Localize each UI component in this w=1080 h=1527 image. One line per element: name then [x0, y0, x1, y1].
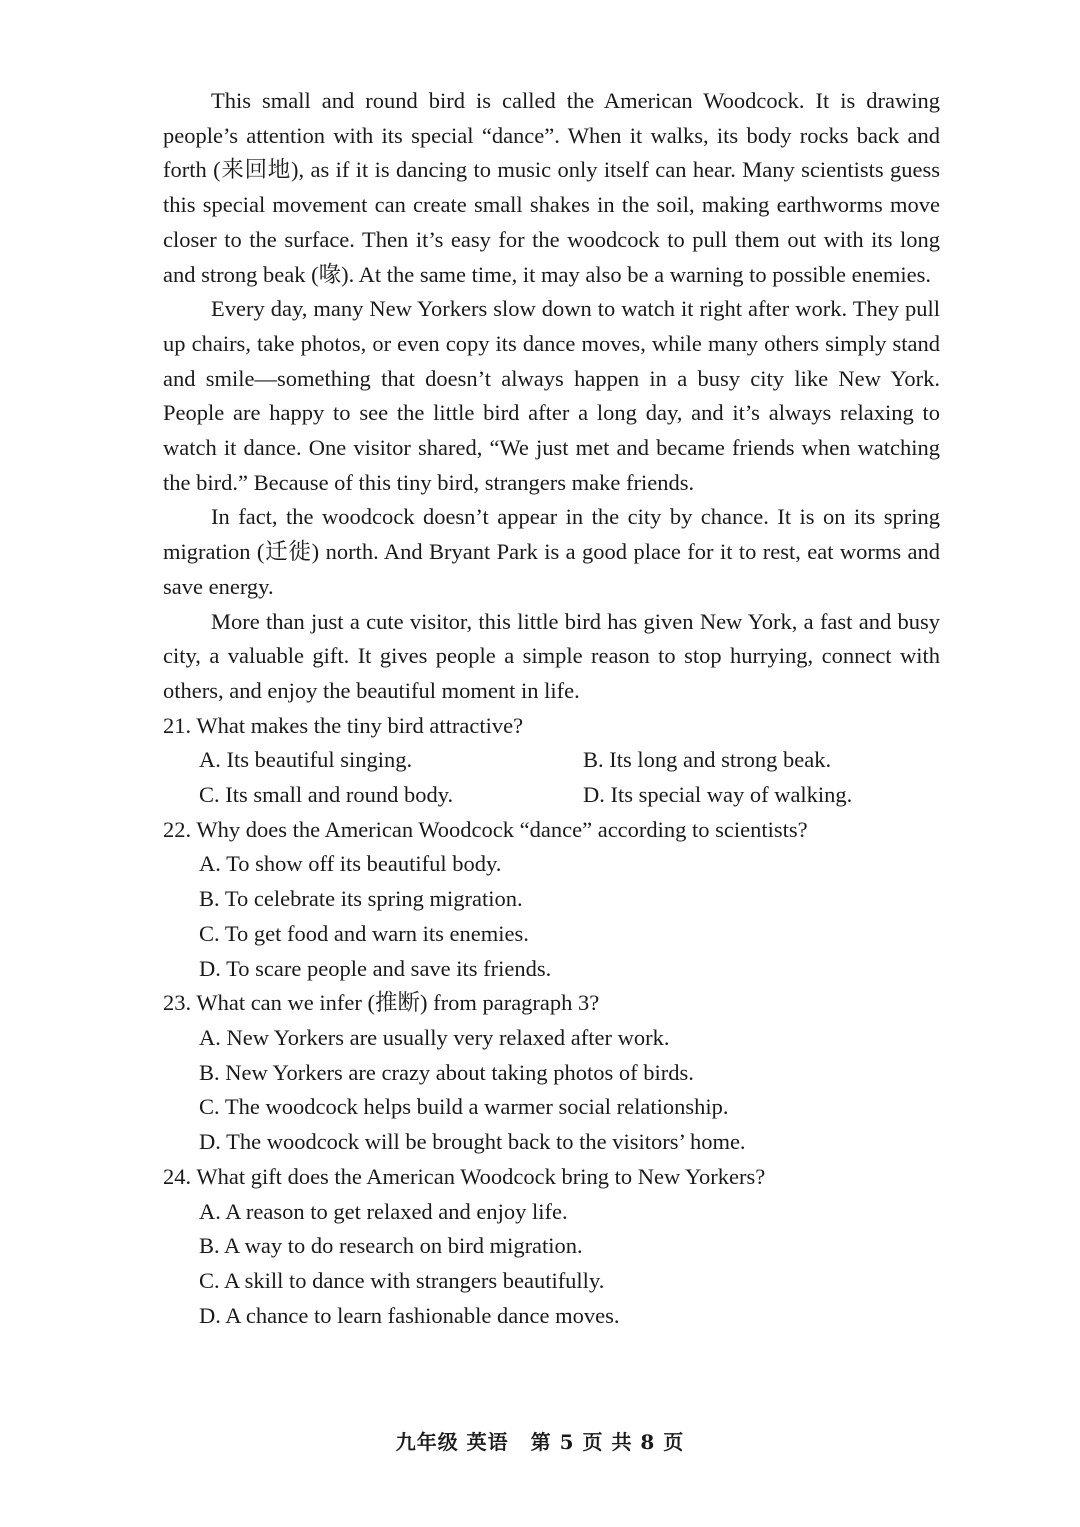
- question-22-stem: 22. Why does the American Woodcock “dance” according to scientists?: [163, 816, 808, 842]
- footer-page-info: 第 5 页 共 8 页: [530, 1430, 685, 1454]
- question-21-options-row-2: [163, 778, 940, 813]
- question-22-option-b: B. To celebrate its spring migration.: [199, 886, 523, 912]
- question-23-option-c: C. The woodcock helps build a warmer social relationship.: [199, 1094, 729, 1120]
- question-21-option-c: C. Its small and round body.: [199, 782, 454, 808]
- question-23: [163, 986, 940, 1160]
- passage-paragraph-3: In fact, the woodcock doesn’t appear in the city by chance. It is on its spring migration (迁徙) north. And Bryant Park is a good place for it to rest, eat worms and save energy.: [163, 504, 940, 599]
- page-footer: [0, 1426, 1080, 1455]
- question-22-option-c: C. To get food and warn its enemies.: [199, 920, 529, 946]
- question-21-option-a: A. Its beautiful singing.: [199, 747, 413, 773]
- question-22-option-a: A. To show off its beautiful body.: [199, 851, 502, 877]
- passage-paragraph-1: This small and round bird is called the American Woodcock. It is drawing people’s attention with its special “dance”. When it walks, its body rocks back and forth (来回地), as if it is dancing to music only itself can hear. Many scientists guess this special movement can create small shakes in the soil, making earthworms move closer to the surface. Then it’s easy for the woodcock to pull them out with its long and strong beak (喙). At the same time, it may also be a warning to possible enemies.: [163, 88, 940, 287]
- question-23-option-b: B. New Yorkers are crazy about taking photos of birds.: [199, 1059, 694, 1085]
- question-21-option-b: B. Its long and strong beak.: [583, 747, 832, 773]
- question-21-stem: 21. What makes the tiny bird attractive?: [163, 712, 524, 738]
- question-23-stem: 23. What can we infer (推断) from paragraph 3?: [163, 990, 600, 1016]
- question-24-option-d: D. A chance to learn fashionable dance moves.: [199, 1302, 620, 1328]
- passage-paragraph-2: Every day, many New Yorkers slow down to watch it right after work. They pull up chairs, take photos, or even copy its dance moves, while many others simply stand and smile—something that doesn’t always happen in a busy city like New York. People are happy to see the little bird after a long day, and it’s always relaxing to watch it dance. One visitor shared, “We just met and became friends when watching the bird.” Because of this tiny bird, strangers make friends.: [163, 296, 940, 495]
- question-24-option-c: C. A skill to dance with strangers beautifully.: [199, 1267, 605, 1293]
- question-24-option-b: B. A way to do research on bird migration.: [199, 1233, 583, 1259]
- question-21: [163, 709, 940, 813]
- question-23-option-a: A. New Yorkers are usually very relaxed after work.: [199, 1024, 670, 1050]
- question-22-option-d: D. To scare people and save its friends.: [199, 955, 552, 981]
- question-24-stem: 24. What gift does the American Woodcock bring to New Yorkers?: [163, 1163, 766, 1189]
- question-24-option-a: A. A reason to get relaxed and enjoy life.: [199, 1198, 568, 1224]
- exam-page: [163, 84, 940, 1333]
- question-22: [163, 813, 940, 987]
- question-21-option-d: D. Its special way of walking.: [583, 782, 853, 808]
- footer-grade-subject: 九年级 英语: [395, 1430, 509, 1454]
- passage-paragraph-4: More than just a cute visitor, this little bird has given New York, a fast and busy city, a valuable gift. It gives people a simple reason to stop hurrying, connect with others, and enjoy the beautiful moment in life.: [163, 608, 940, 703]
- question-21-options-row-1: [163, 743, 940, 778]
- question-24: [163, 1160, 940, 1334]
- question-23-option-d: D. The woodcock will be brought back to the visitors’ home.: [199, 1129, 746, 1155]
